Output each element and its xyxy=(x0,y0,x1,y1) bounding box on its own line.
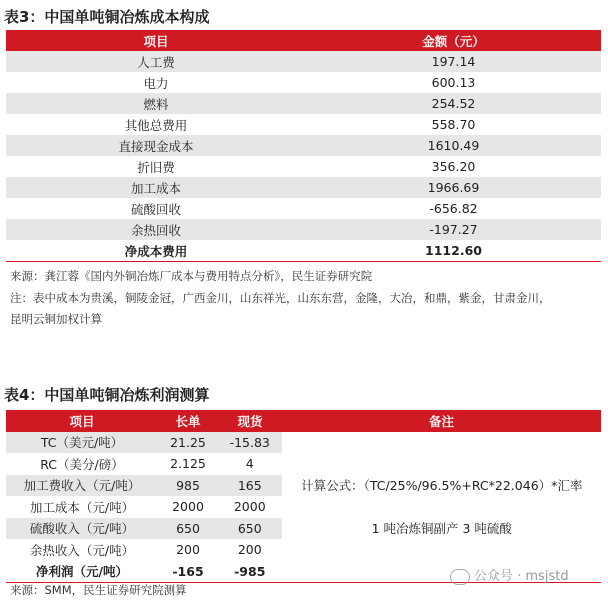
cell-item: 加工成本 xyxy=(6,177,306,198)
table-row xyxy=(6,496,601,518)
cell-spot: -985 xyxy=(218,561,282,583)
table3-note-line2: 昆明云铜加权计算 xyxy=(10,312,102,326)
cell-value: 1610.49 xyxy=(306,135,601,156)
cell-note: 1 吨冶炼铜副产 3 吨硫酸 xyxy=(282,518,601,540)
col-header-spot: 现货 xyxy=(218,410,282,432)
col-header-long: 长单 xyxy=(158,410,218,432)
cell-value: 600.13 xyxy=(431,75,476,90)
cell-item: RC（美分/磅） xyxy=(40,456,124,472)
cell-item: 燃料 xyxy=(6,93,306,114)
table-row xyxy=(6,518,601,540)
cell-item: 加工成本（元/吨） xyxy=(29,499,135,515)
table-row xyxy=(6,51,601,72)
table-row xyxy=(6,539,601,561)
cell-long: 200 xyxy=(176,542,200,558)
cell-spot: 2000 xyxy=(233,499,266,515)
cell-long: 650 xyxy=(158,518,218,540)
table-row xyxy=(6,219,601,240)
cell-note xyxy=(282,496,601,518)
cell-note xyxy=(282,432,601,454)
watermark xyxy=(450,565,569,585)
table3-note-line1: 注：表中成本为贵溪，铜陵金冠，广西金川，山东祥光，山东东营，金隆，大冶，和鼎，紫金，甘肃金川， xyxy=(10,291,551,305)
col-header-item: 项目 xyxy=(6,30,306,51)
table3-title: 表3：中国单吨铜冶炼成本构成 xyxy=(4,8,210,26)
col-header-note: 备注 xyxy=(282,410,601,432)
table-row xyxy=(6,156,601,177)
cell-value: 558.70 xyxy=(431,117,476,132)
cell-value: -197.27 xyxy=(306,219,601,240)
cell-value: 356.20 xyxy=(431,159,476,174)
cell-item: TC（美元/吨） xyxy=(6,432,158,454)
cell-item: 其他总费用 xyxy=(124,117,188,133)
table-row xyxy=(6,453,601,475)
cell-long: 2000 xyxy=(172,499,204,515)
table-row xyxy=(6,432,601,454)
cell-spot: 4 xyxy=(245,456,254,472)
cell-long: 21.25 xyxy=(158,432,218,454)
col-header-amount: 金额（元） xyxy=(306,30,601,51)
cell-item: 净成本费用 xyxy=(6,240,306,262)
table-row xyxy=(6,72,601,93)
cell-long: -165 xyxy=(158,561,218,583)
cell-spot: 200 xyxy=(237,542,262,558)
cell-value: 1966.69 xyxy=(306,177,601,198)
table-row xyxy=(6,135,601,156)
cell-long: 2.125 xyxy=(170,456,206,472)
cell-note xyxy=(282,453,601,475)
table4-source: 来源：SMM，民生证券研究院测算 xyxy=(10,583,187,597)
table-row xyxy=(6,114,601,135)
cell-item: 电力 xyxy=(143,75,169,91)
col-header-item: 项目 xyxy=(6,410,158,432)
table-row xyxy=(6,475,601,497)
cell-item: 余热回收 xyxy=(6,219,306,240)
cell-item: 加工费收入（元/吨） xyxy=(6,475,158,497)
cell-spot: 165 xyxy=(218,475,282,497)
cell-item: 硫酸收入（元/吨） xyxy=(6,518,158,540)
cell-note xyxy=(282,539,601,561)
cell-note: 计算公式：（TC/25%/96.5%+RC*22.046）*汇率 xyxy=(282,475,601,497)
table-row xyxy=(6,177,601,198)
cell-item: 折旧费 xyxy=(137,159,175,175)
cell-item: 直接现金成本 xyxy=(6,135,306,156)
cell-item: 余热收入（元/吨） xyxy=(29,542,135,558)
table-row-total xyxy=(6,240,601,262)
table-row xyxy=(6,198,601,219)
cell-spot: 650 xyxy=(218,518,282,540)
cell-value: 254.52 xyxy=(306,93,601,114)
cell-value: 1112.60 xyxy=(306,240,601,262)
table3-source: 来源：龚江蓉《国内外铜冶炼厂成本与费用特点分析》，民生证券研究院 xyxy=(10,269,373,283)
table-header-row xyxy=(6,30,601,51)
watermark-text: 公众号 · msjstd xyxy=(474,569,569,584)
cost-structure-table xyxy=(6,30,601,262)
profit-estimate-table xyxy=(6,410,601,583)
cell-value: 197.14 xyxy=(306,51,601,72)
cell-spot: -15.83 xyxy=(218,432,282,454)
wechat-icon xyxy=(450,569,470,585)
cell-item: 硫酸回收 xyxy=(130,201,181,217)
table-row xyxy=(6,93,601,114)
table4-title: 表4：中国单吨铜冶炼利润测算 xyxy=(4,386,210,404)
cell-item: 人工费 xyxy=(6,51,306,72)
table-header-row xyxy=(6,410,601,432)
cell-long: 985 xyxy=(158,475,218,497)
cell-item: 净利润（元/吨） xyxy=(6,561,158,583)
cell-value: -656.82 xyxy=(429,201,478,216)
